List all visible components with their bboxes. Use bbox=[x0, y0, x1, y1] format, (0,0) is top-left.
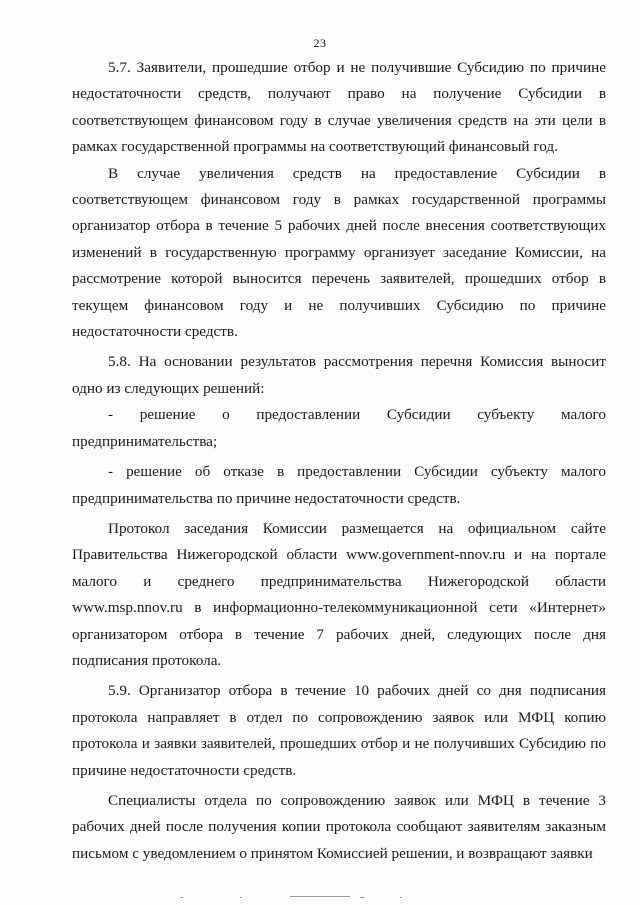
paragraph-protocol-publication: Протокол заседания Комиссии размещается на официальном сайте Правительства Нижегородской области www.government-nnov.ru и на портале малого и среднего предпринимательства Нижегородской области www.msp.nnov.ru в информационно-телекоммуникационной сети «Интернет» организатором отбора в течение 7 рабочих дней, следующих после дня подписания протокола. bbox=[72, 519, 606, 669]
paragraph-budget-increase: В случае увеличения средств на предоставление Субсидии в соответствующем финансовом году в рамках государственной программы организатор отбора в течение 5 рабочих дней после внесения соответствующих изменений в государственную программу организует заседание Комиссии, на рассмотрение которой выносится перечень заявителей, прошедших отбор в текущем финансовом году и не получивших Субсидию по причине недостаточности средств. bbox=[72, 164, 606, 341]
paragraph-5-8: 5.8. На основании результатов рассмотрения перечня Комиссия выносит одно из следующих решений: bbox=[72, 353, 606, 397]
paragraph-5-9: 5.9. Организатор отбора в течение 10 рабочих дней со дня подписания протокола направляет в отдел по сопровождению заявок или МФЦ копию протокола и заявки заявителей, прошедших отбор и не получивших Субсидию по причине недостаточности средств. bbox=[72, 682, 606, 779]
paragraph-5-7: 5.7. Заявители, прошедшие отбор и не получившие Субсидию по причине недостаточности средств, получают право на получение Субсидии в соответствующем финансовом году в случае увеличения средств на эти цели в рамках государственной программы на соответствующий финансовый год. bbox=[72, 59, 606, 156]
page-number: 23 bbox=[313, 36, 327, 50]
scan-artifacts bbox=[0, 885, 640, 905]
decision-refusal-item: - решение об отказе в предоставлении Субсидии субъекту малого предпринимательства по причине недостаточности средств. bbox=[72, 463, 606, 507]
document-body bbox=[72, 55, 606, 867]
paragraph-specialists-notice: Специалисты отдела по сопровождению заявок или МФЦ в течение 3 рабочих дней после получения копии протокола сообщают заявителям заказным письмом с уведомлением о принятом Комиссией решении, и возвращают заявки bbox=[72, 791, 606, 862]
decision-grant-item: - решение о предоставлении Субсидии субъекту малого предпринимательства; bbox=[72, 406, 606, 450]
